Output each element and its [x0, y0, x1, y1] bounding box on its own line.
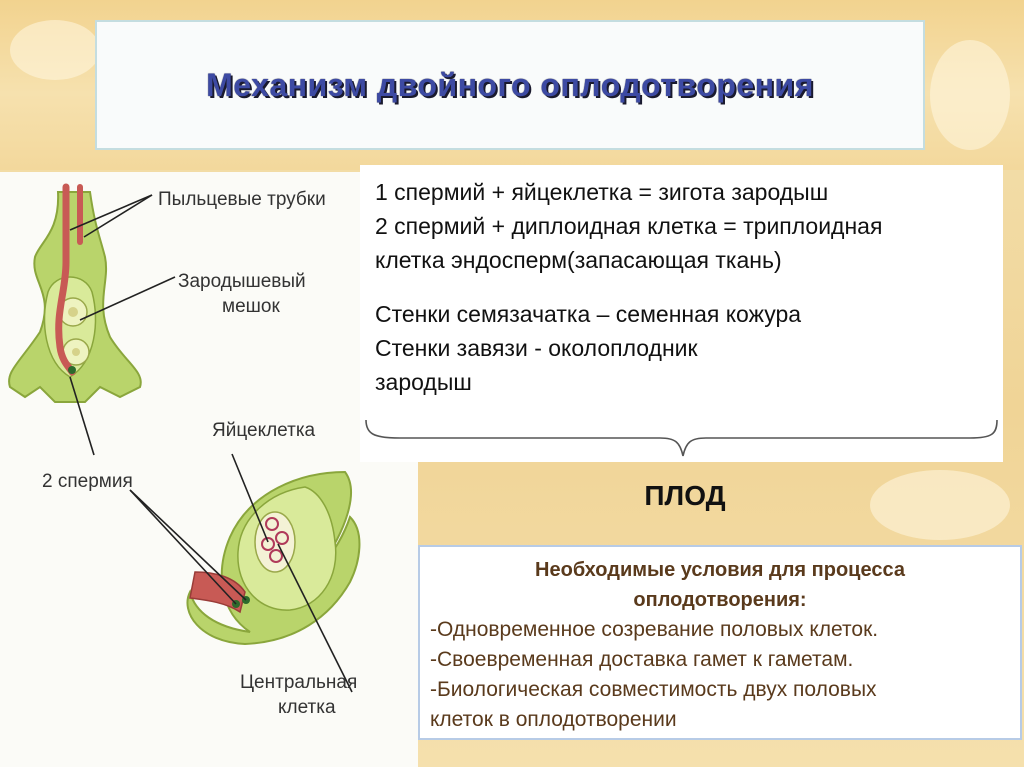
label-embryo-sac-line1: Зародышевый — [178, 271, 306, 292]
diagram-svg — [0, 172, 418, 767]
conditions-title-line1: Необходимые условия для процесса — [535, 559, 905, 581]
summary-brace — [360, 412, 1003, 462]
label-embryo-sac-line2: мешок — [222, 296, 280, 317]
label-central-cell-line2: клетка — [278, 697, 336, 718]
equation-spacer — [375, 277, 989, 297]
condition-item: -Биологическая совместимость двух половых — [430, 678, 877, 701]
label-central-cell-line1: Центральная — [240, 672, 358, 693]
label-pollen-tubes: Пыльцевые трубки — [158, 189, 326, 210]
equation-line: 2 спермий + диплоидная клетка = триплоидная — [375, 213, 883, 239]
decorative-petal — [930, 40, 1010, 150]
ovule-top — [9, 187, 141, 402]
label-two-sperm: 2 спермия — [42, 471, 133, 492]
decorative-petal — [10, 20, 100, 80]
conditions-box — [418, 545, 1022, 740]
fertilization-diagram — [0, 172, 418, 767]
decorative-petal — [870, 470, 1010, 540]
equation-line: клетка эндосперм(запасающая ткань) — [375, 247, 782, 273]
result-label: ПЛОД — [644, 480, 726, 511]
equation-line: 1 спермий + яйцеклетка = зигота зародыш — [375, 179, 829, 205]
equation-line: Стенки завязи - околоплодник — [375, 335, 698, 361]
ovule-bottom — [187, 472, 359, 644]
label-egg-cell: Яйцеклетка — [212, 420, 316, 441]
title-box — [95, 20, 925, 150]
condition-item: -Своевременная доставка гамет к гаметам. — [430, 648, 854, 671]
equation-line: Стенки семязачатка – семенная кожура — [375, 301, 802, 327]
conditions-title-line2: оплодотворения: — [633, 589, 807, 611]
condition-item: клеток в оплодотворении — [430, 708, 677, 731]
equation-line: зародыш — [375, 369, 472, 395]
condition-item: -Одновременное созревание половых клеток. — [430, 618, 879, 641]
slide-title: Механизм двойного оплодотворения — [206, 66, 814, 103]
